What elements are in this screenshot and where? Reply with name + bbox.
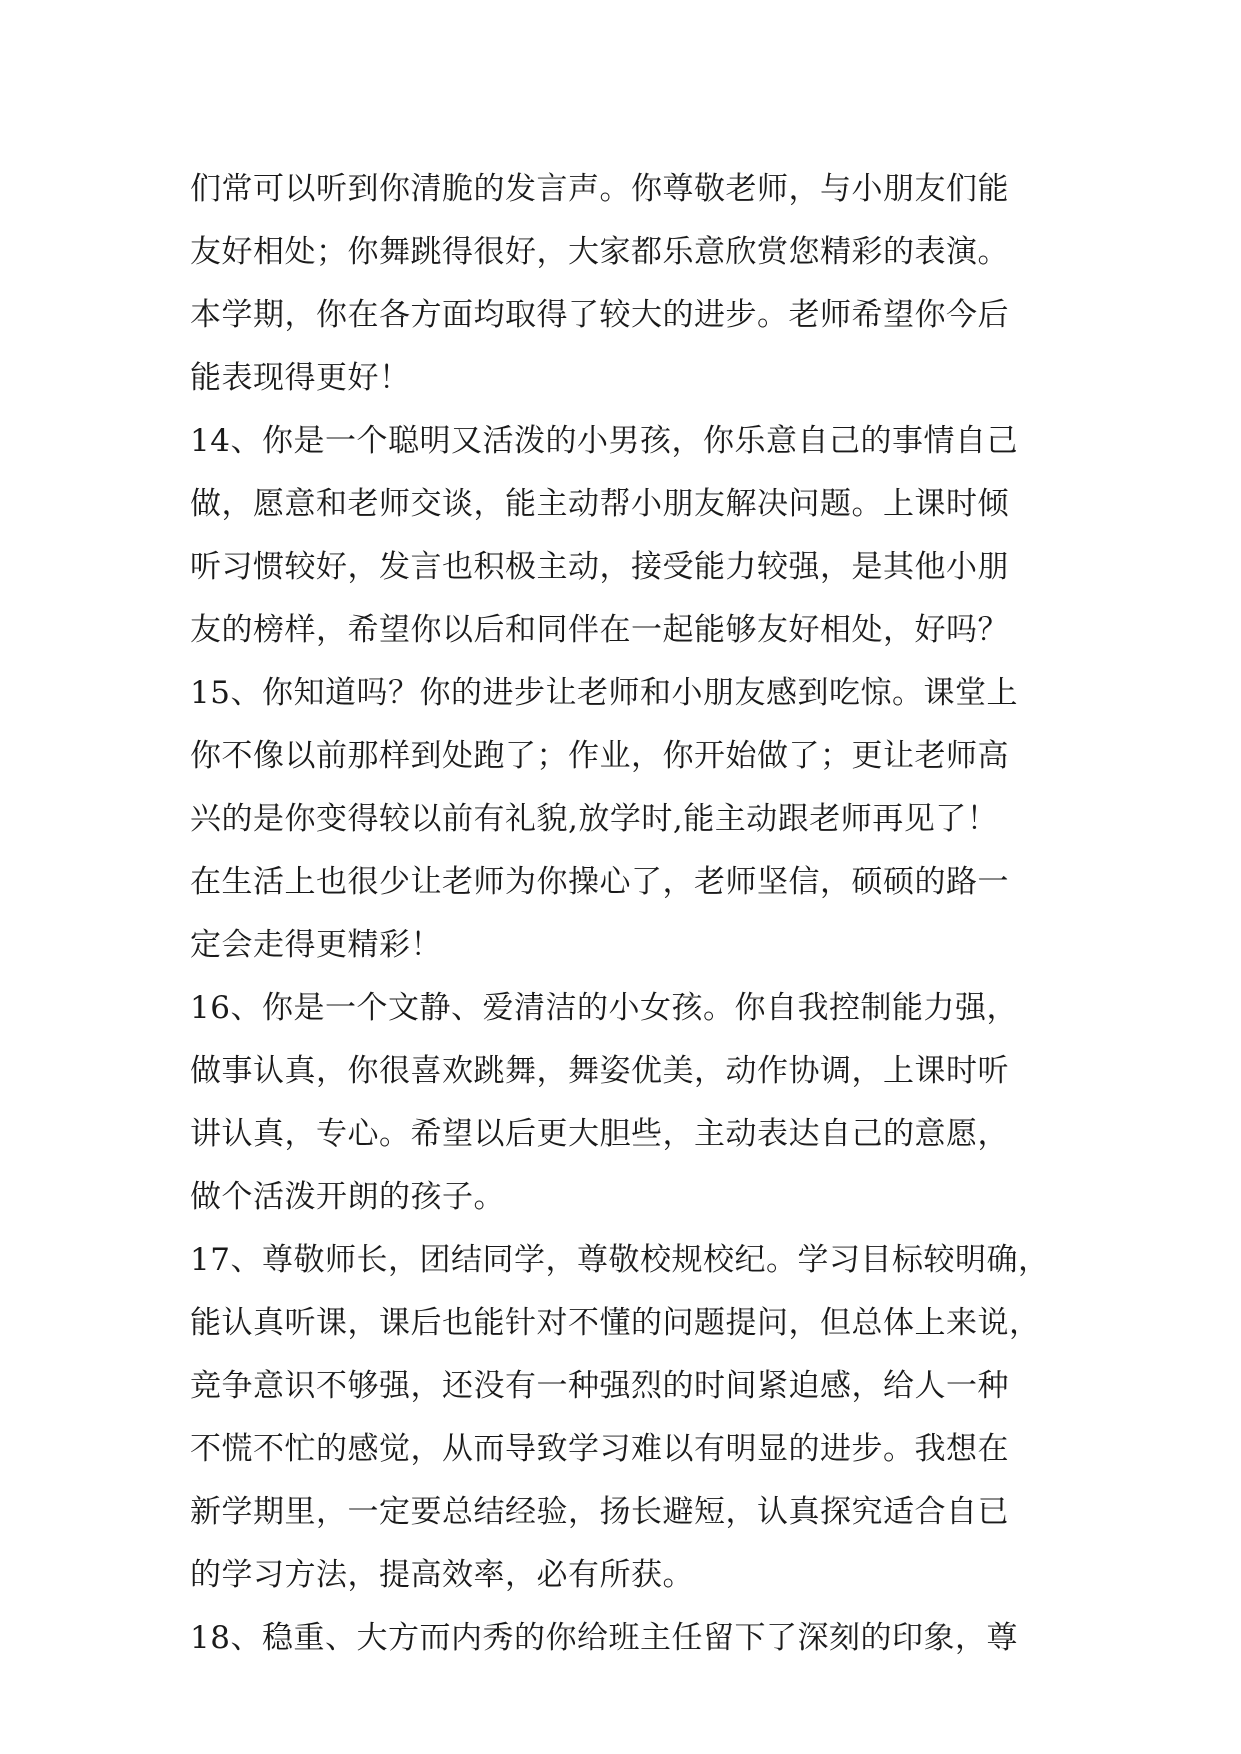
text-line: 讲认真，专心。希望以后更大胆些，主动表达自己的意愿， (190, 1116, 1009, 1152)
text-line: 竞争意识不够强，还没有一种强烈的时间紧迫感，给人一种 (190, 1368, 1009, 1404)
text-line: 18、稳重、大方而内秀的你给班主任留下了深刻的印象，尊 (190, 1620, 1018, 1656)
text-line: 本学期，你在各方面均取得了较大的进步。老师希望你今后 (190, 297, 1009, 333)
text-line: 新学期里，一定要总结经验，扬长避短，认真探究适合自已 (190, 1494, 1009, 1530)
text-line: 在生活上也很少让老师为你操心了，老师坚信，硕硕的路一 (190, 864, 1009, 900)
body-text (190, 158, 1070, 1670)
text-line: 兴的是你变得较以前有礼貌,放学时,能主动跟老师再见了！ (190, 801, 999, 837)
text-line: 你不像以前那样到处跑了；作业，你开始做了；更让老师高 (190, 738, 1009, 774)
text-line: 的学习方法，提高效率，必有所获。 (190, 1557, 694, 1593)
text-line: 能表现得更好！ (190, 360, 411, 396)
text-line: 听习惯较好，发言也积极主动，接受能力较强，是其他小朋 (190, 549, 1009, 585)
text-line: 能认真听课，课后也能针对不懂的问题提问，但总体上来说， (190, 1305, 1041, 1341)
text-line: 做事认真，你很喜欢跳舞，舞姿优美，动作协调，上课时听 (190, 1053, 1009, 1089)
text-line: 友的榜样，希望你以后和同伴在一起能够友好相处，好吗？ (190, 612, 1009, 648)
text-line: 做，愿意和老师交谈，能主动帮小朋友解决问题。上课时倾 (190, 486, 1009, 522)
text-line: 们常可以听到你清脆的发言声。你尊敬老师，与小朋友们能 (190, 171, 1009, 207)
text-line: 14、你是一个聪明又活泼的小男孩，你乐意自己的事情自己 (190, 423, 1018, 459)
text-line: 定会走得更精彩！ (190, 927, 442, 963)
text-line: 15、你知道吗？你的进步让老师和小朋友感到吃惊。课堂上 (190, 675, 1018, 711)
text-line: 16、你是一个文静、爱清洁的小女孩。你自我控制能力强， (190, 990, 1018, 1026)
text-line: 友好相处；你舞跳得很好，大家都乐意欣赏您精彩的表演。 (190, 234, 1009, 270)
text-line: 17、尊敬师长，团结同学，尊敬校规校纪。学习目标较明确， (190, 1242, 1050, 1278)
text-line: 做个活泼开朗的孩子。 (190, 1179, 505, 1215)
text-line: 不慌不忙的感觉，从而导致学习难以有明显的进步。我想在 (190, 1431, 1009, 1467)
